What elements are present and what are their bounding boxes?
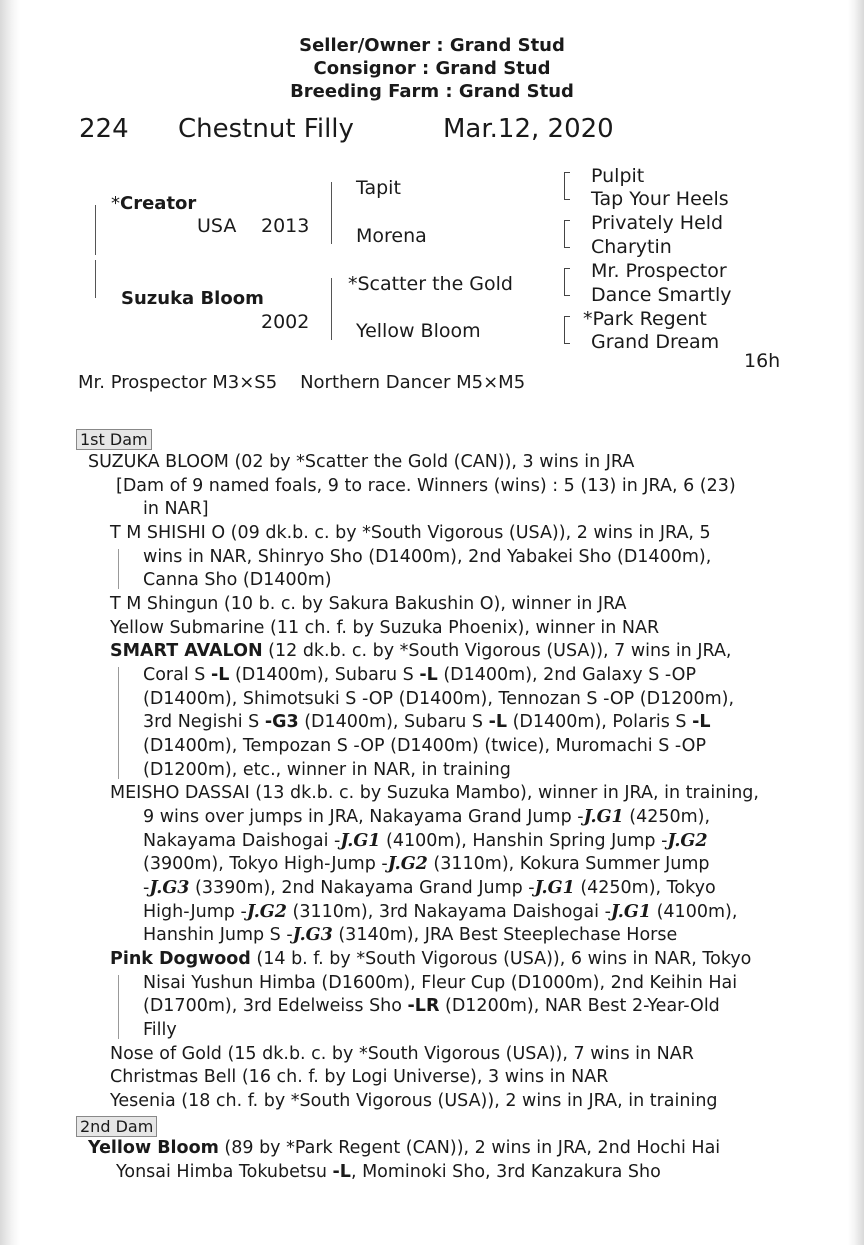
lot-number: 224 xyxy=(79,114,129,144)
gen3-bracket-3 xyxy=(564,268,570,296)
breeding-farm-line: Breeding Farm : Grand Stud xyxy=(290,81,574,102)
foal-shingun: T M Shingun (10 b. c. by Sakura Bakushin O), winner in JRA xyxy=(110,594,627,614)
foal-avalon-2: Coral S -L (D1400m), Subaru S -L (D1400m), 2nd Galaxy S -OP xyxy=(143,665,697,685)
foal-dogwood-bar xyxy=(118,975,119,1039)
foal-avalon-bar xyxy=(118,667,119,779)
foal-dassai-4: (3900m), Tokyo High-Jump -J.G2 (3110m), Kokura Summer Jump xyxy=(143,854,710,874)
foal-avalon-5: (D1400m), Tempozan S -OP (D1400m) (twice), Muromachi S -OP xyxy=(143,736,707,756)
first-dam-label: 1st Dam xyxy=(76,429,152,450)
pedigree-gen3-3: Privately Held xyxy=(591,212,724,234)
gen3-bracket-4 xyxy=(564,316,570,344)
second-dam-line-2: Yonsai Himba Tokubetsu -L, Mominoki Sho, 3rd Kanzakura Sho xyxy=(116,1162,661,1182)
sire-origin: USA xyxy=(197,215,237,237)
pedigree-gen2-3: *Scatter the Gold xyxy=(348,273,513,295)
page-shadow-left xyxy=(0,0,20,1245)
foal-nose-of-gold: Nose of Gold (15 dk.b. c. by *South Vigorous (USA)), 7 wins in NAR xyxy=(110,1044,694,1064)
foal-dassai-1: MEISHO DASSAI (13 dk.b. c. by Suzuka Mambo), winner in JRA, in training, xyxy=(110,783,759,803)
consignor-line: Consignor : Grand Stud xyxy=(313,58,551,79)
dam-year: 2002 xyxy=(261,311,310,333)
seller-line: Seller/Owner : Grand Stud xyxy=(299,35,565,56)
page-shadow-right xyxy=(848,0,864,1245)
sire-bracket-line xyxy=(95,205,96,255)
lot-description: Chestnut Filly xyxy=(178,114,354,144)
first-dam-produce-1: [Dam of 9 named foals, 9 to race. Winners (wins) : 5 (13) in JRA, 6 (23) xyxy=(116,476,736,496)
gen2-bracket-sire xyxy=(331,182,332,244)
foal-shishio-2: wins in NAR, Shinryo Sho (D1400m), 2nd Yabakei Sho (D1400m), xyxy=(143,547,712,567)
first-dam-main: SUZUKA BLOOM (02 by *Scatter the Gold (CAN)), 3 wins in JRA xyxy=(88,452,635,472)
foal-dassai-5: -J.G3 (3390m), 2nd Nakayama Grand Jump -J.G1 (4250m), Tokyo xyxy=(143,878,716,898)
foal-dassai-3: Nakayama Daishogai -J.G1 (4100m), Hanshin Spring Jump -J.G2 xyxy=(143,831,708,851)
foal-yesenia: Yesenia (18 ch. f. by *South Vigorous (USA)), 2 wins in JRA, in training xyxy=(110,1091,718,1111)
gen3-bracket-2 xyxy=(564,220,570,248)
pedigree-gen3-5: Mr. Prospector xyxy=(591,260,727,282)
pedigree-gen3-2: Tap Your Heels xyxy=(591,188,729,210)
pedigree-gen3-1: Pulpit xyxy=(591,165,645,187)
foaling-date: Mar.12, 2020 xyxy=(443,114,614,144)
dam-bracket-line xyxy=(95,260,96,298)
foal-dogwood-1: Pink Dogwood (14 b. f. by *South Vigorous (USA)), 6 wins in NAR, Tokyo xyxy=(110,949,752,969)
foal-avalon-4: 3rd Negishi S -G3 (D1400m), Subaru S -L (D1400m), Polaris S -L xyxy=(143,712,711,732)
second-dam-label: 2nd Dam xyxy=(76,1116,157,1137)
pedigree-gen3-4: Charytin xyxy=(591,236,672,258)
foal-avalon-3: (D1400m), Shimotsuki S -OP (D1400m), Tennozan S -OP (D1200m), xyxy=(143,689,735,709)
foal-shishio-1: T M SHISHI O (09 dk.b. c. by *South Vigorous (USA)), 2 wins in JRA, 5 xyxy=(110,523,711,543)
foal-shishio-bar xyxy=(118,549,119,589)
foal-avalon-6: (D1200m), etc., winner in NAR, in training xyxy=(143,760,511,780)
pedigree-gen3-8: Grand Dream xyxy=(591,331,720,353)
foal-dassai-7: Hanshin Jump S -J.G3 (3140m), JRA Best Steeplechase Horse xyxy=(143,925,678,945)
pedigree-gen2-1: Tapit xyxy=(356,177,401,199)
gen2-bracket-dam xyxy=(331,278,332,340)
foal-dassai-6: High-Jump -J.G2 (3110m), 3rd Nakayama Daishogai -J.G1 (4100m), xyxy=(143,902,738,922)
pedigree-gen3-7: *Park Regent xyxy=(583,308,707,330)
pedigree-gen2-4: Yellow Bloom xyxy=(356,320,481,342)
inbreeding-line: Mr. Prospector M3×S5 Northern Dancer M5×M5 xyxy=(78,372,526,393)
pedigree-gen2-2: Morena xyxy=(356,225,427,247)
foal-dassai-2: 9 wins over jumps in JRA, Nakayama Grand Jump -J.G1 (4250m), xyxy=(143,807,711,827)
second-dam-main: Yellow Bloom (89 by *Park Regent (CAN)), 2 wins in JRA, 2nd Hochi Hai xyxy=(88,1138,721,1158)
foal-christmas-bell: Christmas Bell (16 ch. f. by Logi Universe), 3 wins in NAR xyxy=(110,1067,609,1087)
foal-avalon-1: SMART AVALON (12 dk.b. c. by *South Vigorous (USA)), 7 wins in JRA, xyxy=(110,641,732,661)
foal-dogwood-2: Nisai Yushun Himba (D1600m), Fleur Cup (D1000m), 2nd Keihin Hai xyxy=(143,973,738,993)
foal-dogwood-3: (D1700m), 3rd Edelweiss Sho -LR (D1200m), NAR Best 2-Year-Old xyxy=(143,996,720,1016)
sire-year: 2013 xyxy=(261,215,310,237)
height: 16h xyxy=(744,350,781,372)
foal-dogwood-4: Filly xyxy=(143,1020,177,1040)
foal-submarine: Yellow Submarine (11 ch. f. by Suzuka Phoenix), winner in NAR xyxy=(110,618,660,638)
sire-name: *Creator xyxy=(111,193,197,214)
foal-shishio-3: Canna Sho (D1400m) xyxy=(143,570,332,590)
first-dam-produce-2: in NAR] xyxy=(143,499,209,519)
dam-name: Suzuka Bloom xyxy=(121,288,264,309)
gen3-bracket-1 xyxy=(564,172,570,200)
pedigree-gen3-6: Dance Smartly xyxy=(591,284,732,306)
